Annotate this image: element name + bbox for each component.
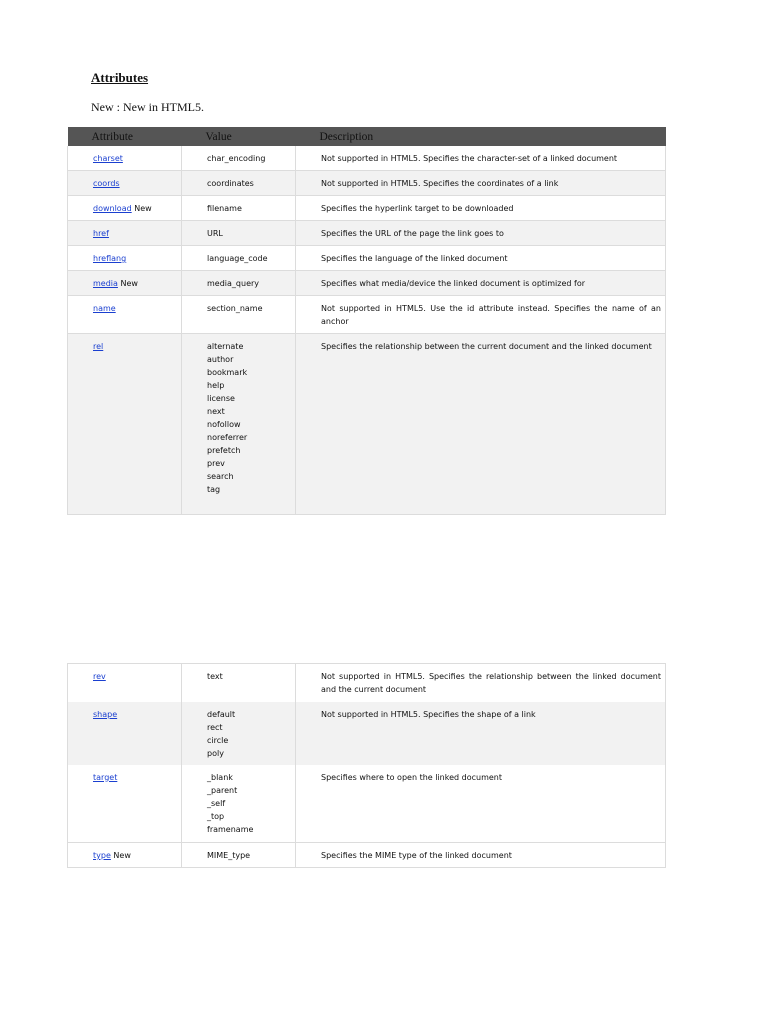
description-cell: Not supported in HTML5. Specifies the coordinates of a link — [296, 171, 666, 196]
value-item: license — [207, 394, 235, 403]
value-cell — [182, 146, 296, 171]
value-cell — [182, 171, 296, 196]
table-row — [68, 702, 666, 765]
table-row — [68, 664, 666, 702]
table-row — [68, 196, 666, 221]
attribute-cell — [68, 334, 182, 515]
attribute-link[interactable]: media — [93, 279, 118, 288]
new-badge: New — [113, 851, 131, 860]
value-cell — [182, 296, 296, 334]
value-item: poly — [207, 748, 224, 758]
value-cell — [182, 765, 296, 843]
value-cell — [182, 196, 296, 221]
value-item: filename — [207, 204, 242, 213]
table-row — [68, 334, 666, 515]
value-item: alternate — [207, 342, 244, 351]
table-row — [68, 271, 666, 296]
value-item: search — [207, 472, 234, 481]
value-cell — [182, 246, 296, 271]
table-row — [68, 246, 666, 271]
new-badge: New — [120, 279, 138, 288]
value-cell — [182, 664, 296, 702]
value-item: prev — [207, 459, 225, 468]
table-row — [68, 171, 666, 196]
description-cell: Specifies what media/device the linked document is optimized for — [296, 271, 666, 296]
section-heading: Attributes — [91, 70, 149, 85]
value-item: char_encoding — [207, 154, 266, 163]
legend-note: New : New in HTML5. — [91, 100, 204, 114]
value-cell — [182, 221, 296, 246]
attribute-link[interactable]: charset — [93, 154, 123, 163]
attribute-link[interactable]: target — [93, 772, 118, 782]
description-cell: Specifies where to open the linked document — [296, 765, 666, 843]
value-item: coordinates — [207, 179, 254, 188]
table-header-row — [68, 127, 666, 146]
value-item: next — [207, 407, 225, 416]
attribute-cell — [68, 271, 182, 296]
attribute-cell — [68, 246, 182, 271]
description-cell: Specifies the URL of the page the link goes to — [296, 221, 666, 246]
attribute-cell — [68, 296, 182, 334]
attribute-link[interactable]: rel — [93, 342, 104, 351]
new-badge: New — [134, 204, 152, 213]
description-cell: Not supported in HTML5. Specifies the character-set of a linked document — [296, 146, 666, 171]
header-attribute: Attribute — [68, 127, 182, 146]
value-item: _self — [207, 798, 226, 808]
value-item: tag — [207, 485, 221, 494]
value-cell — [182, 702, 296, 765]
attribute-link[interactable]: type — [93, 851, 111, 860]
value-item: section_name — [207, 304, 263, 313]
attribute-link[interactable]: href — [93, 229, 109, 238]
value-item: MIME_type — [207, 851, 251, 860]
value-item: media_query — [207, 279, 260, 288]
description-cell: Not supported in HTML5. Use the id attribute instead. Specifies the name of an anchor — [296, 296, 666, 334]
description-cell: Specifies the language of the linked document — [296, 246, 666, 271]
value-item: default — [207, 709, 236, 719]
attribute-link[interactable]: shape — [93, 709, 118, 719]
value-item: text — [207, 672, 223, 681]
attribute-link[interactable]: name — [93, 304, 116, 313]
value-item: language_code — [207, 254, 268, 263]
description-cell: Not supported in HTML5. Specifies the shape of a link — [296, 702, 666, 765]
value-item: nofollow — [207, 420, 241, 429]
table-row — [68, 221, 666, 246]
table-row — [68, 765, 666, 843]
attribute-cell — [68, 221, 182, 246]
attribute-cell — [68, 664, 182, 702]
value-cell — [182, 271, 296, 296]
description-cell: Specifies the MIME type of the linked document — [296, 843, 666, 868]
value-cell — [182, 334, 296, 515]
header-value: Value — [182, 127, 296, 146]
attribute-link[interactable]: hreflang — [93, 254, 127, 263]
value-item: author — [207, 355, 234, 364]
value-item: rect — [207, 722, 223, 732]
attribute-cell — [68, 702, 182, 765]
description-cell: Not supported in HTML5. Specifies the relationship between the linked document and the current document — [296, 664, 666, 702]
attribute-cell — [68, 146, 182, 171]
attribute-link[interactable]: download — [93, 204, 132, 213]
value-cell — [182, 843, 296, 868]
table-row — [68, 146, 666, 171]
value-item: _parent — [207, 785, 238, 795]
attribute-cell — [68, 171, 182, 196]
table-row — [68, 843, 666, 868]
attribute-link[interactable]: coords — [93, 179, 120, 188]
attributes-table — [67, 127, 666, 515]
attribute-cell — [68, 843, 182, 868]
value-item: _top — [207, 811, 225, 821]
value-item: prefetch — [207, 446, 241, 455]
value-item: help — [207, 381, 225, 390]
value-item: URL — [207, 229, 223, 238]
attributes-table-continued — [67, 663, 666, 868]
table-row — [68, 296, 666, 334]
header-description: Description — [296, 127, 666, 146]
value-item: bookmark — [207, 368, 248, 377]
value-item: noreferrer — [207, 433, 248, 442]
description-cell: Specifies the hyperlink target to be downloaded — [296, 196, 666, 221]
value-item: framename — [207, 824, 254, 834]
value-item: circle — [207, 735, 229, 745]
attribute-cell — [68, 765, 182, 843]
description-cell: Specifies the relationship between the current document and the linked document — [296, 334, 666, 515]
value-item: _blank — [207, 772, 233, 782]
attribute-link[interactable]: rev — [93, 672, 106, 681]
attribute-cell — [68, 196, 182, 221]
